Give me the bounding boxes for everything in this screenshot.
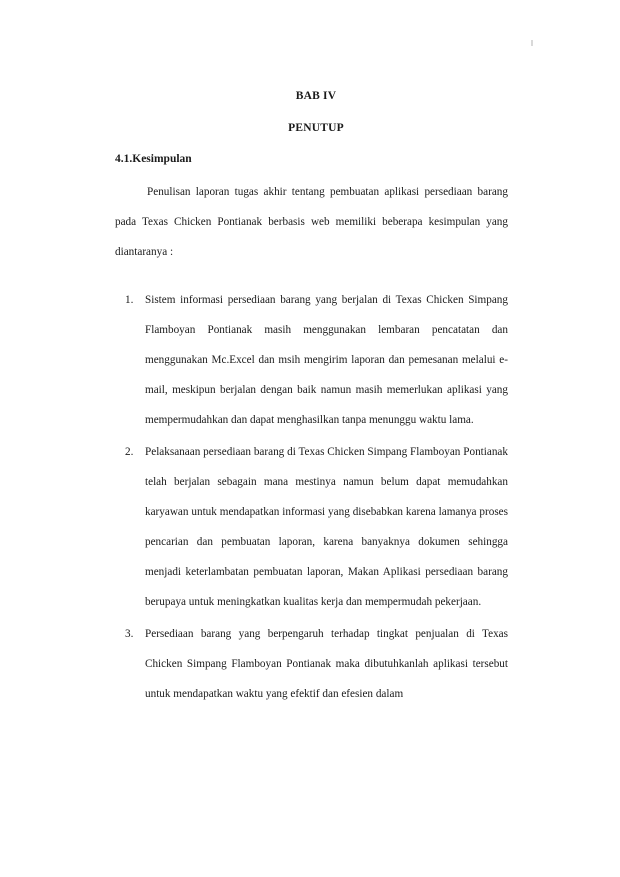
list-item-text: Persediaan barang yang berpengaruh terhadap tingkat penjualan di Texas Chicken Simpang Flamboyan Pontianak maka dibutuhkanlah aplikasi tersebut untuk mendapatkan waktu yang efektif dan efesien dalam: [145, 628, 508, 700]
chapter-number: BAB IV: [295, 90, 337, 102]
list-item: [115, 437, 508, 617]
list-item-number: 3.: [125, 628, 134, 640]
list-item: [115, 619, 508, 709]
list-item: [115, 285, 508, 435]
page-corner-mark: [531, 40, 533, 46]
conclusion-list: [115, 285, 508, 711]
list-item-number: 1.: [125, 294, 134, 306]
list-item-number: 2.: [125, 446, 134, 458]
list-item-text: Sistem informasi persediaan barang yang berjalan di Texas Chicken Simpang Flamboyan Pontianak masih menggunakan lembaran pencatatan dan menggunakan Mc.Excel dan msih mengirim laporan dan pemesanan melalui e-mail, meskipun berjalan dengan baik namun masih memerlukan aplikasi yang mempermudahkan dan dapat menghasilkan tanpa menunggu waktu lama.: [145, 294, 508, 426]
intro-paragraph: Penulisan laporan tugas akhir tentang pembuatan aplikasi persediaan barang pada Texas Chicken Pontianak berbasis web memiliki beberapa kesimpulan yang diantaranya :: [115, 186, 508, 258]
section-heading: 4.1.Kesimpulan: [115, 153, 192, 165]
list-item-text: Pelaksanaan persediaan barang di Texas Chicken Simpang Flamboyan Pontianak telah berjalan sebagain mana mestinya namun belum dapat memudahkan karyawan untuk mendapatkan informasi yang disebabkan karena lamanya proses pencarian dan pembuatan laporan, karena banyaknya dokumen sehingga menjadi keterlambatan pembuatan laporan, Makan Aplikasi persediaan barang berupaya untuk meningkatkan kualitas kerja dan mempermudah pekerjaan.: [145, 446, 508, 608]
chapter-title: PENUTUP: [288, 122, 344, 134]
